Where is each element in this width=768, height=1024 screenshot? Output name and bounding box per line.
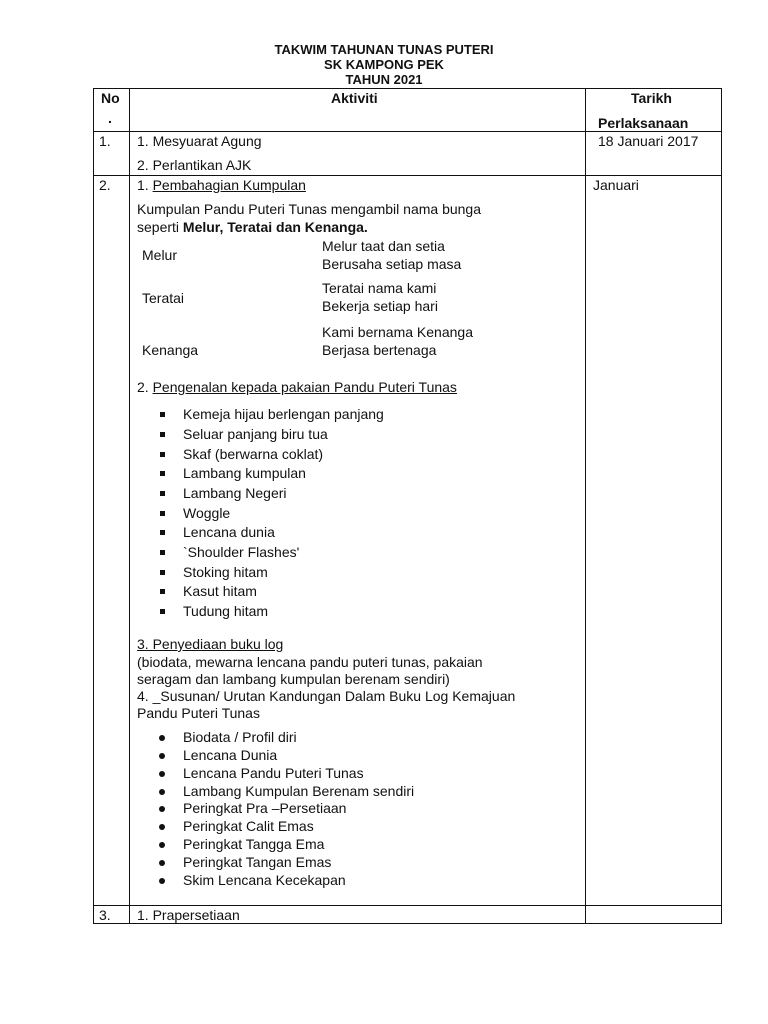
group-motto-line: Kami bernama Kenanga — [322, 324, 473, 340]
list-item: Seluar panjang biru tua — [183, 426, 328, 442]
bullet-dot-icon — [159, 824, 165, 830]
col-header-no-dot: . — [108, 110, 112, 126]
list-item: Lambang Kumpulan Berenam sendiri — [183, 783, 415, 799]
group-name: Teratai — [142, 290, 185, 306]
title-line-3: TAHUN 2021 — [345, 72, 423, 87]
list-item: Lencana dunia — [183, 524, 275, 540]
section-3-heading: 3. Penyediaan buku log — [137, 636, 284, 652]
section-4-heading-2: Pandu Puteri Tunas — [137, 705, 260, 721]
list-item: Stoking hitam — [183, 564, 268, 580]
section-2-number: 2. — [137, 379, 153, 395]
activity-item: 1. Prapersetiaan — [137, 907, 240, 923]
list-item: Peringkat Pra –Persetiaan — [183, 800, 347, 816]
bullet-square-icon — [160, 609, 165, 614]
group-motto-line: Bekerja setiap hari — [322, 298, 438, 314]
list-item: Lambang kumpulan — [183, 465, 306, 481]
list-item: Kasut hitam — [183, 583, 257, 599]
bullet-square-icon — [160, 491, 165, 496]
activity-item: 2. Perlantikan AJK — [137, 157, 252, 173]
bullet-dot-icon — [159, 789, 165, 795]
bullet-dot-icon — [159, 878, 165, 884]
bullet-square-icon — [160, 511, 165, 516]
section-1-text: Kumpulan Pandu Puteri Tunas mengambil nama bunga — [137, 201, 481, 217]
list-item: Kemeja hijau berlengan panjang — [183, 406, 384, 422]
section-4-heading: 4. _Susunan/ Urutan Kandungan Dalam Buku Log Kemajuan — [137, 688, 516, 704]
implementation-date: 18 Januari 2017 — [598, 133, 699, 149]
list-item: Biodata / Profil diri — [183, 729, 297, 745]
row-number: 3. — [99, 907, 111, 923]
group-motto-line: Berusaha setiap masa — [322, 256, 462, 272]
bullet-square-icon — [160, 412, 165, 417]
bullet-dot-icon — [159, 842, 165, 848]
group-motto-line: Melur taat dan setia — [322, 238, 445, 254]
row-number: 1. — [99, 133, 111, 149]
border-right — [721, 88, 722, 924]
border-row1-bottom — [93, 175, 722, 176]
section-2-title: Pengenalan kepada pakaian Pandu Puteri Tunas — [152, 379, 457, 395]
border-left — [93, 88, 94, 924]
section-1-number: 1. — [137, 177, 153, 193]
bullet-dot-icon — [159, 735, 165, 741]
col-header-perlaksanaan: Perlaksanaan — [598, 115, 689, 131]
group-motto-line: Teratai nama kami — [322, 280, 437, 296]
list-item: Woggle — [183, 505, 231, 521]
title-line-1: TAKWIM TAHUNAN TUNAS PUTERI — [274, 42, 494, 57]
section-1-text-prefix: seperti — [137, 219, 183, 235]
title-line-2: SK KAMPONG PEK — [324, 57, 444, 72]
list-item: Peringkat Tangga Ema — [183, 836, 325, 852]
row-number: 2. — [99, 177, 111, 193]
col-divider-2 — [585, 88, 586, 924]
flower-names: Melur, Teratai dan Kenanga. — [182, 219, 368, 235]
group-name: Melur — [142, 247, 178, 263]
col-header-tarikh: Tarikh — [631, 90, 672, 106]
list-item: Lambang Negeri — [183, 485, 287, 501]
bullet-square-icon — [160, 452, 165, 457]
col-divider-1 — [129, 88, 130, 924]
bullet-dot-icon — [159, 806, 165, 812]
bullet-square-icon — [160, 550, 165, 555]
group-motto-line: Berjasa bertenaga — [322, 342, 437, 358]
section-3-text: (biodata, mewarna lencana pandu puteri tunas, pakaian — [137, 654, 483, 670]
col-header-no: No — [101, 90, 120, 106]
section-1-title: Pembahagian Kumpulan — [152, 177, 306, 193]
bullet-square-icon — [160, 570, 165, 575]
activity-item: 1. Mesyuarat Agung — [137, 133, 262, 149]
bullet-square-icon — [160, 530, 165, 535]
section-1-heading — [137, 177, 306, 194]
bullet-square-icon — [160, 471, 165, 476]
border-top — [93, 88, 722, 89]
section-2-heading — [137, 379, 457, 396]
list-item: Tudung hitam — [183, 603, 269, 619]
implementation-date: Januari — [593, 177, 639, 193]
list-item: Lencana Dunia — [183, 747, 278, 763]
list-item: Lencana Pandu Puteri Tunas — [183, 765, 364, 781]
bullet-square-icon — [160, 589, 165, 594]
section-1-text-2 — [137, 219, 368, 236]
section-3-text: seragam dan lambang kumpulan berenam sendiri) — [137, 671, 450, 687]
bullet-dot-icon — [159, 860, 165, 866]
border-row2-bottom — [93, 905, 722, 906]
group-name: Kenanga — [142, 342, 199, 358]
list-item: Peringkat Calit Emas — [183, 818, 314, 834]
col-header-aktiviti: Aktiviti — [331, 90, 378, 106]
list-item: `Shoulder Flashes' — [183, 544, 300, 560]
list-item: Peringkat Tangan Emas — [183, 854, 332, 870]
bullet-dot-icon — [159, 771, 165, 777]
bullet-square-icon — [160, 432, 165, 437]
list-item: Skaf (berwarna coklat) — [183, 446, 324, 462]
bullet-dot-icon — [159, 753, 165, 759]
list-item: Skim Lencana Kecekapan — [183, 872, 346, 888]
